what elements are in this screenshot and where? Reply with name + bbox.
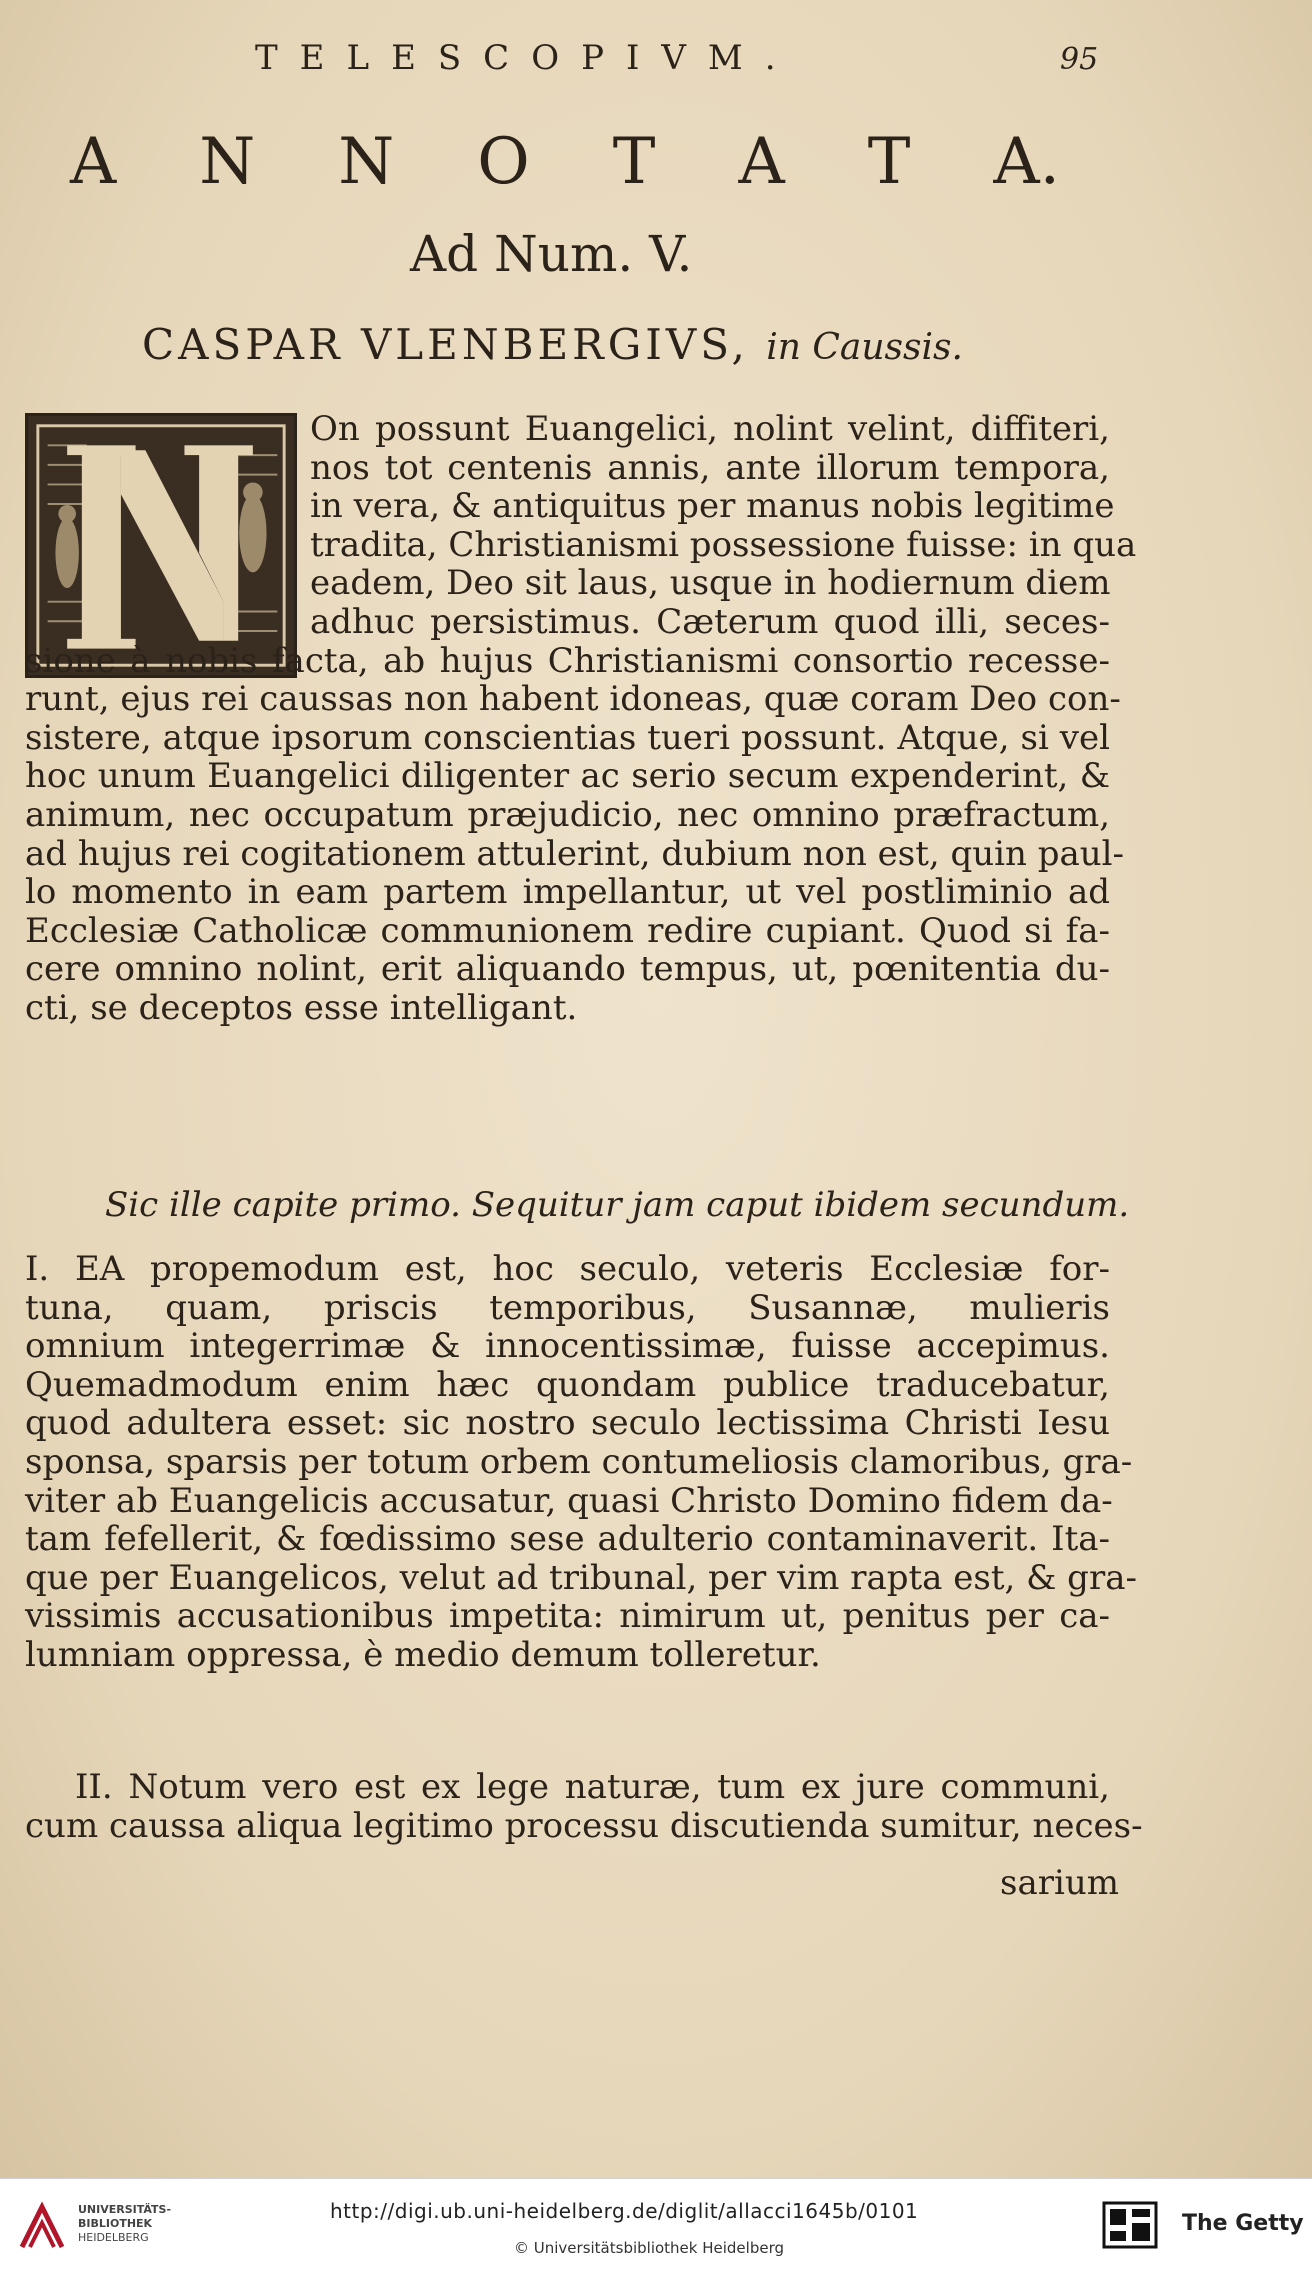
text-line: eadem, Deo sit laus, usque in hodiernum diem: [310, 563, 1111, 604]
text-line: vissimis accusationibus impetita: nimirum ut, penitus per ca-: [25, 1596, 1110, 1637]
text-line: animum, nec occupatum præjudicio, nec omnino præfractum,: [25, 794, 1110, 835]
institution-line: HEIDELBERG: [78, 2231, 149, 2244]
text-line: tradita, Christianismi possessione fuisse: in qua: [310, 524, 1137, 565]
heading-letter: A.: [993, 125, 1060, 199]
text-line: II. Notum vero est ex lege naturæ, tum ex jure communi,: [75, 1767, 1110, 1807]
heading-letter: A: [738, 125, 785, 199]
copyright-notice: © Universitätsbibliothek Heidelberg: [514, 2239, 785, 2257]
text-line: in vera, & antiquitus per manus nobis legitime: [310, 486, 1115, 527]
text-line: Quemadmodum enim hæc quondam publice traducebatur,: [25, 1364, 1110, 1405]
heading-letter: N: [338, 125, 395, 199]
heading-letter: A: [70, 125, 117, 199]
text-line: adhuc persistimus. Cæterum quod illi, seces-: [310, 601, 1110, 642]
text-line: lumniam oppressa, è medio demum tolleretur.: [25, 1634, 821, 1675]
text-line: omnium integerrimæ & innocentissimæ, fuisse accepimus.: [25, 1326, 1110, 1367]
permalink-url[interactable]: http://digi.ub.uni-heidelberg.de/diglit/allacci1645b/0101: [330, 2199, 919, 2223]
heading-letter: O: [477, 125, 530, 199]
text-line: hoc unum Euangelici diligenter ac serio secum expenderint, &: [25, 756, 1110, 797]
italic-caption: Sic ille capite primo. Sequitur jam caput ibidem secundum.: [105, 1185, 1130, 1225]
annotata-heading: [70, 125, 1060, 199]
section-heading: Ad Num. V.: [410, 225, 693, 283]
text-line: cum caussa aliqua legitimo processu discutienda sumitur, neces-: [25, 1805, 1143, 1846]
catchword: sarium: [1000, 1863, 1119, 1903]
page-number: 95: [1060, 42, 1099, 77]
heading-letter: T: [867, 125, 911, 199]
text-line: que per Euangelicos, velut ad tribunal, per vim rapta est, & gra-: [25, 1557, 1137, 1598]
text-line: I. EA propemodum est, hoc seculo, veteris Ecclesiæ for-: [25, 1249, 1110, 1289]
text-line: cere omnino nolint, erit aliquando tempus, ut, pœnitentia du-: [25, 949, 1110, 990]
intro-paragraph: [25, 409, 1137, 1028]
text-line: nos tot centenis annis, ante illorum tempora,: [310, 447, 1110, 488]
author-name: CASPAR VLENBERGIVS,: [142, 320, 749, 369]
institution-line: BIBLIOTHEK: [78, 2217, 153, 2230]
text-line: sponsa, sparsis per totum orbem contumeliosis clamoribus, gra-: [25, 1441, 1133, 1482]
university-library-logo-icon: [14, 2199, 70, 2255]
text-line: sistere, atque ipsorum conscientias tueri possunt. Atque, si vel: [25, 717, 1110, 758]
text-line: On possunt Euangelici, nolint velint, diffiteri,: [310, 409, 1110, 449]
text-line: viter ab Euangelicis accusatur, quasi Christo Domino fidem da-: [25, 1480, 1113, 1521]
text-line: cti, se deceptos esse intelligant.: [25, 987, 578, 1028]
partner-name: The Getty: [1182, 2211, 1304, 2236]
getty-logo-icon: [1102, 2201, 1158, 2249]
running-title: TELESCOPIVM.: [255, 38, 798, 78]
text-line: runt, ejus rei caussas non habent idoneas, quæ coram Deo con-: [25, 679, 1121, 720]
running-head: [0, 38, 1312, 88]
heading-letter: N: [199, 125, 256, 199]
text-line: lo momento in eam partem impellantur, ut vel postliminio ad: [25, 872, 1110, 913]
text-line: quod adultera esset: sic nostro seculo lectissima Christi Iesu: [25, 1403, 1110, 1444]
section-one-paragraph: [25, 1249, 1137, 1675]
text-line: Ecclesiæ Catholicæ communionem redire cupiant. Quod si fa-: [25, 910, 1110, 951]
viewer-footer: [0, 2178, 1312, 2274]
author-source: in Caussis.: [766, 327, 963, 368]
text-line: tam fefellerit, & fœdissimo sese adulterio contaminaverit. Ita-: [25, 1519, 1110, 1560]
section-two-paragraph: [25, 1767, 1143, 1846]
institution-line: UNIVERSITÄTS-: [78, 2203, 172, 2216]
heading-letter: T: [612, 125, 656, 199]
text-line: sione à nobis facta, ab hujus Christianismi consortio recesse-: [25, 640, 1110, 681]
author-line: [142, 320, 963, 369]
text-line: ad hujus rei cogitationem attulerint, dubium non est, quin paul-: [25, 833, 1125, 874]
institution-name: [78, 2203, 171, 2245]
text-line: tuna, quam, priscis temporibus, Susannæ, mulieris: [25, 1287, 1110, 1328]
